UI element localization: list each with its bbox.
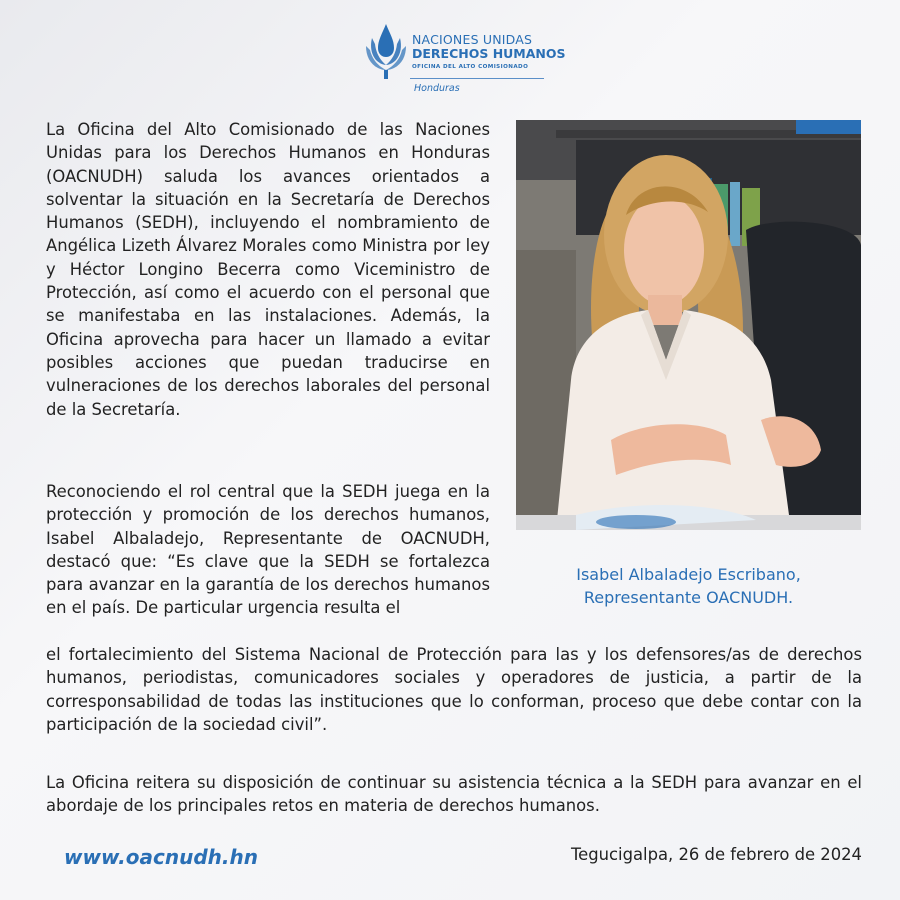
country-label: Honduras bbox=[414, 83, 460, 94]
caption-title: Representante OACNUDH. bbox=[583, 588, 794, 607]
photo-caption bbox=[516, 563, 861, 609]
org-name-line2: DERECHOS HUMANOS bbox=[412, 46, 566, 61]
org-name-line3: OFICINA DEL ALTO COMISIONADO bbox=[412, 64, 529, 70]
paragraph-2-part-2: el fortalecimiento del Sistema Nacional de Protección para las y los defensores/as de derechos humanos, periodistas, comunicadores sociales y operadores de justicia, a partir de la corresponsabilidad de todas las instituciones que lo conforman, proceso que debe contar con la participación de la sociedad civil”. bbox=[46, 645, 862, 734]
paragraph-1: La Oficina del Alto Comisionado de las Naciones Unidas para los Derechos Humanos en Honduras (OACNUDH) saluda los avances orientados a solventar la situación en la Secretaría de Derechos Humanos (SEDH), incluyendo el nombramiento de Angélica Lizeth Álvarez Morales como Ministra por ley y Héctor Longino Becerra como Viceministro de Protección, así como el acuerdo con el personal que se manifestaba en las instalaciones. Además, la Oficina aprovecha para hacer un llamado a evitar posibles acciones que puedan traducirse en vulneraciones de los derechos laborales del personal de la Secretaría. bbox=[46, 120, 490, 419]
website-link[interactable]: www.oacnudh.hn bbox=[64, 845, 258, 869]
paragraph-3: La Oficina reitera su disposición de continuar su asistencia técnica a la SEDH para avanzar en el abordaje de los principales retos en materia de derechos humanos. bbox=[46, 773, 862, 816]
date-line: Tegucigalpa, 26 de febrero de 2024 bbox=[570, 845, 862, 864]
caption-name: Isabel Albaladejo Escribano, bbox=[576, 565, 801, 584]
logo-divider bbox=[410, 78, 544, 79]
representative-photo bbox=[516, 120, 861, 530]
org-name-line1: NACIONES UNIDAS bbox=[412, 32, 533, 47]
un-human-rights-logo bbox=[362, 20, 566, 98]
un-emblem-icon bbox=[362, 20, 410, 82]
paragraph-2-part-1: Reconociendo el rol central que la SEDH juega en la protección y promoción de los derechos humanos, Isabel Albaladejo, Representante de OACNUDH, destacó que: “Es clave que la SEDH se fortalezca para avanzar en la garantía de los derechos humanos en el país. De particular urgencia resulta el bbox=[46, 482, 490, 618]
